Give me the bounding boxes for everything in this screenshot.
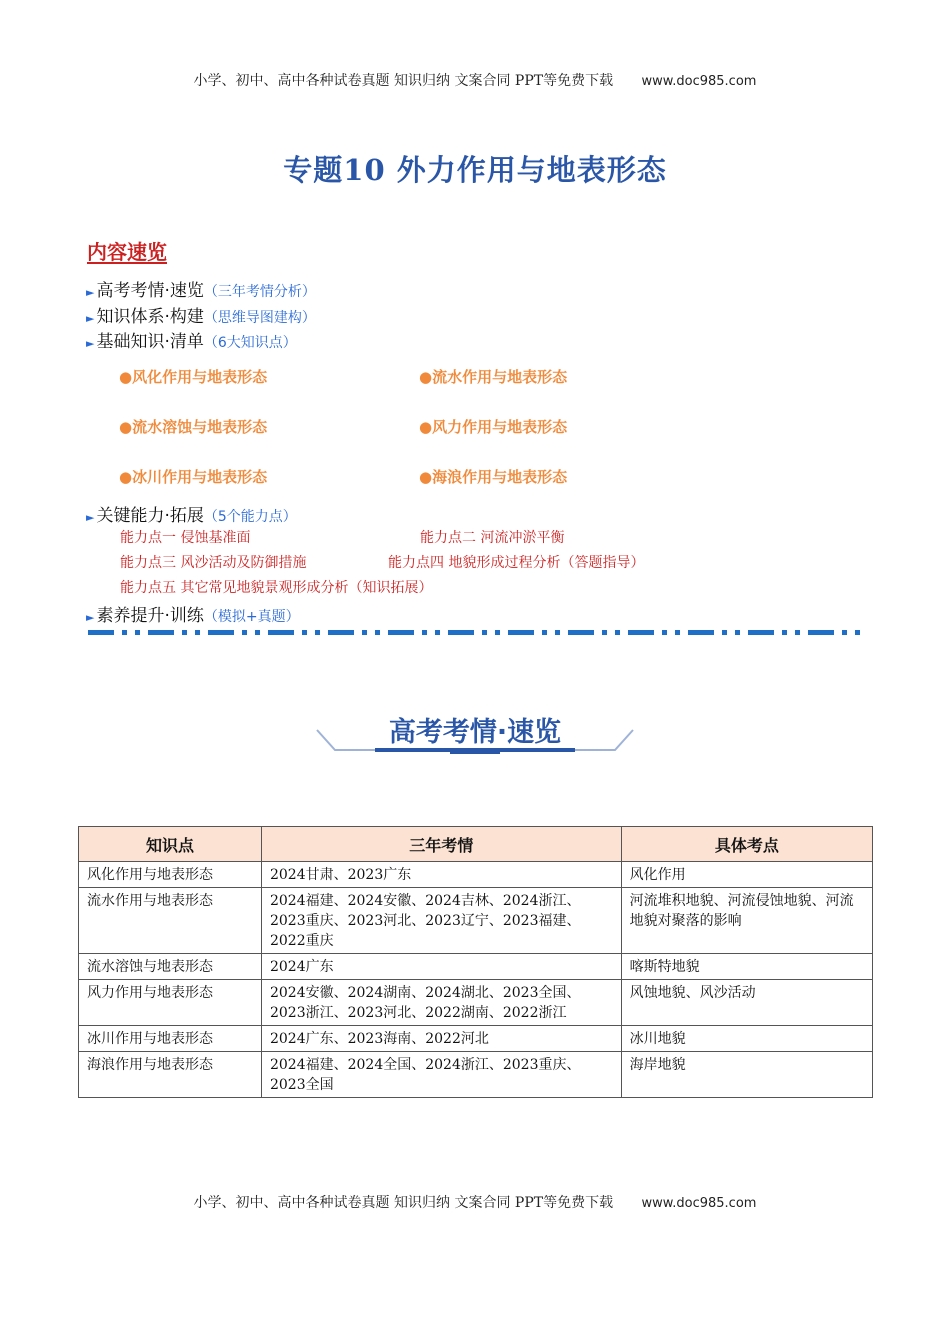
cell-knowledge: 流水作用与地表形态 xyxy=(79,888,262,954)
footer-text: 小学、初中、高中各种试卷真题 知识归纳 文案合同 PPT等免费下载 xyxy=(193,1195,614,1211)
cell-topics: 河流堆积地貌、河流侵蚀地貌、河流地貌对聚落的影响 xyxy=(621,888,872,954)
ability-point: 能力点四 地貌形成过程分析（答题指导） xyxy=(388,555,645,571)
ability-point: 能力点二 河流冲淤平衡 xyxy=(420,530,565,546)
cell-knowledge: 风力作用与地表形态 xyxy=(79,980,262,1026)
knowledge-point: ●风化作用与地表形态 xyxy=(119,368,268,386)
overview-item: ► 基础知识·清单（6大知识点） xyxy=(86,332,297,352)
section-banner-title: 高考考情·速览 xyxy=(388,717,562,748)
header-url[interactable]: www.doc985.com xyxy=(641,74,757,89)
table-row xyxy=(79,980,873,1026)
arrow-icon: ► xyxy=(86,312,95,325)
exam-info-table xyxy=(78,826,873,1098)
cell-exams: 2024福建、2024全国、2024浙江、2023重庆、2023全国 xyxy=(261,1052,621,1098)
cell-knowledge: 流水溶蚀与地表形态 xyxy=(79,954,262,980)
table-row xyxy=(79,1052,873,1098)
cell-knowledge: 风化作用与地表形态 xyxy=(79,862,262,888)
footer-url[interactable]: www.doc985.com xyxy=(641,1196,757,1211)
arrow-icon: ► xyxy=(86,611,95,624)
cell-exams: 2024广东、2023海南、2022河北 xyxy=(261,1026,621,1052)
cell-knowledge: 海浪作用与地表形态 xyxy=(79,1052,262,1098)
overview-item: ► 知识体系·构建（思维导图建构） xyxy=(86,307,316,327)
table-header-row xyxy=(79,827,873,862)
table-row xyxy=(79,1026,873,1052)
cell-exams: 2024广东 xyxy=(261,954,621,980)
knowledge-point: ●风力作用与地表形态 xyxy=(419,418,568,436)
page-title: 专题10 外力作用与地表形态 xyxy=(283,153,667,187)
ability-point: 能力点一 侵蚀基准面 xyxy=(120,530,251,546)
table-row xyxy=(79,862,873,888)
overview-item: ► 素养提升·训练（模拟+真题） xyxy=(86,606,300,626)
cell-topics: 冰川地貌 xyxy=(621,1026,872,1052)
header-text: 小学、初中、高中各种试卷真题 知识归纳 文案合同 PPT等免费下载 xyxy=(193,73,614,89)
cell-exams: 2024福建、2024安徽、2024吉林、2024浙江、2023重庆、2023河北、2023辽宁、2023福建、2022重庆 xyxy=(261,888,621,954)
arrow-icon: ► xyxy=(86,286,95,299)
page-header xyxy=(0,70,950,90)
knowledge-point: ●海浪作用与地表形态 xyxy=(419,468,568,486)
overview-label: 内容速览 xyxy=(87,240,167,264)
cell-exams: 2024安徽、2024湖南、2024湖北、2023全国、2023浙江、2023河北、2022湖南、2022浙江 xyxy=(261,980,621,1026)
cell-knowledge: 冰川作用与地表形态 xyxy=(79,1026,262,1052)
dashed-divider xyxy=(88,630,864,635)
ability-point: 能力点五 其它常见地貌景观形成分析（知识拓展） xyxy=(120,580,433,596)
overview-item: ► 高考考情·速览（三年考情分析） xyxy=(86,281,316,301)
cell-topics: 喀斯特地貌 xyxy=(621,954,872,980)
table-row xyxy=(79,954,873,980)
knowledge-point: ●冰川作用与地表形态 xyxy=(119,468,268,486)
cell-topics: 风蚀地貌、风沙活动 xyxy=(621,980,872,1026)
table-row xyxy=(79,888,873,954)
ability-point: 能力点三 风沙活动及防御措施 xyxy=(120,555,307,571)
knowledge-point: ●流水溶蚀与地表形态 xyxy=(119,418,268,436)
knowledge-point: ●流水作用与地表形态 xyxy=(419,368,568,386)
page-footer xyxy=(0,1192,950,1212)
arrow-icon: ► xyxy=(86,511,95,524)
cell-topics: 风化作用 xyxy=(621,862,872,888)
cell-topics: 海岸地貌 xyxy=(621,1052,872,1098)
column-header: 知识点 xyxy=(79,827,262,862)
arrow-icon: ► xyxy=(86,337,95,350)
overview-item: ► 关键能力·拓展（5个能力点） xyxy=(86,506,297,526)
cell-exams: 2024甘肃、2023广东 xyxy=(261,862,621,888)
column-header: 三年考情 xyxy=(261,827,621,862)
column-header: 具体考点 xyxy=(621,827,872,862)
